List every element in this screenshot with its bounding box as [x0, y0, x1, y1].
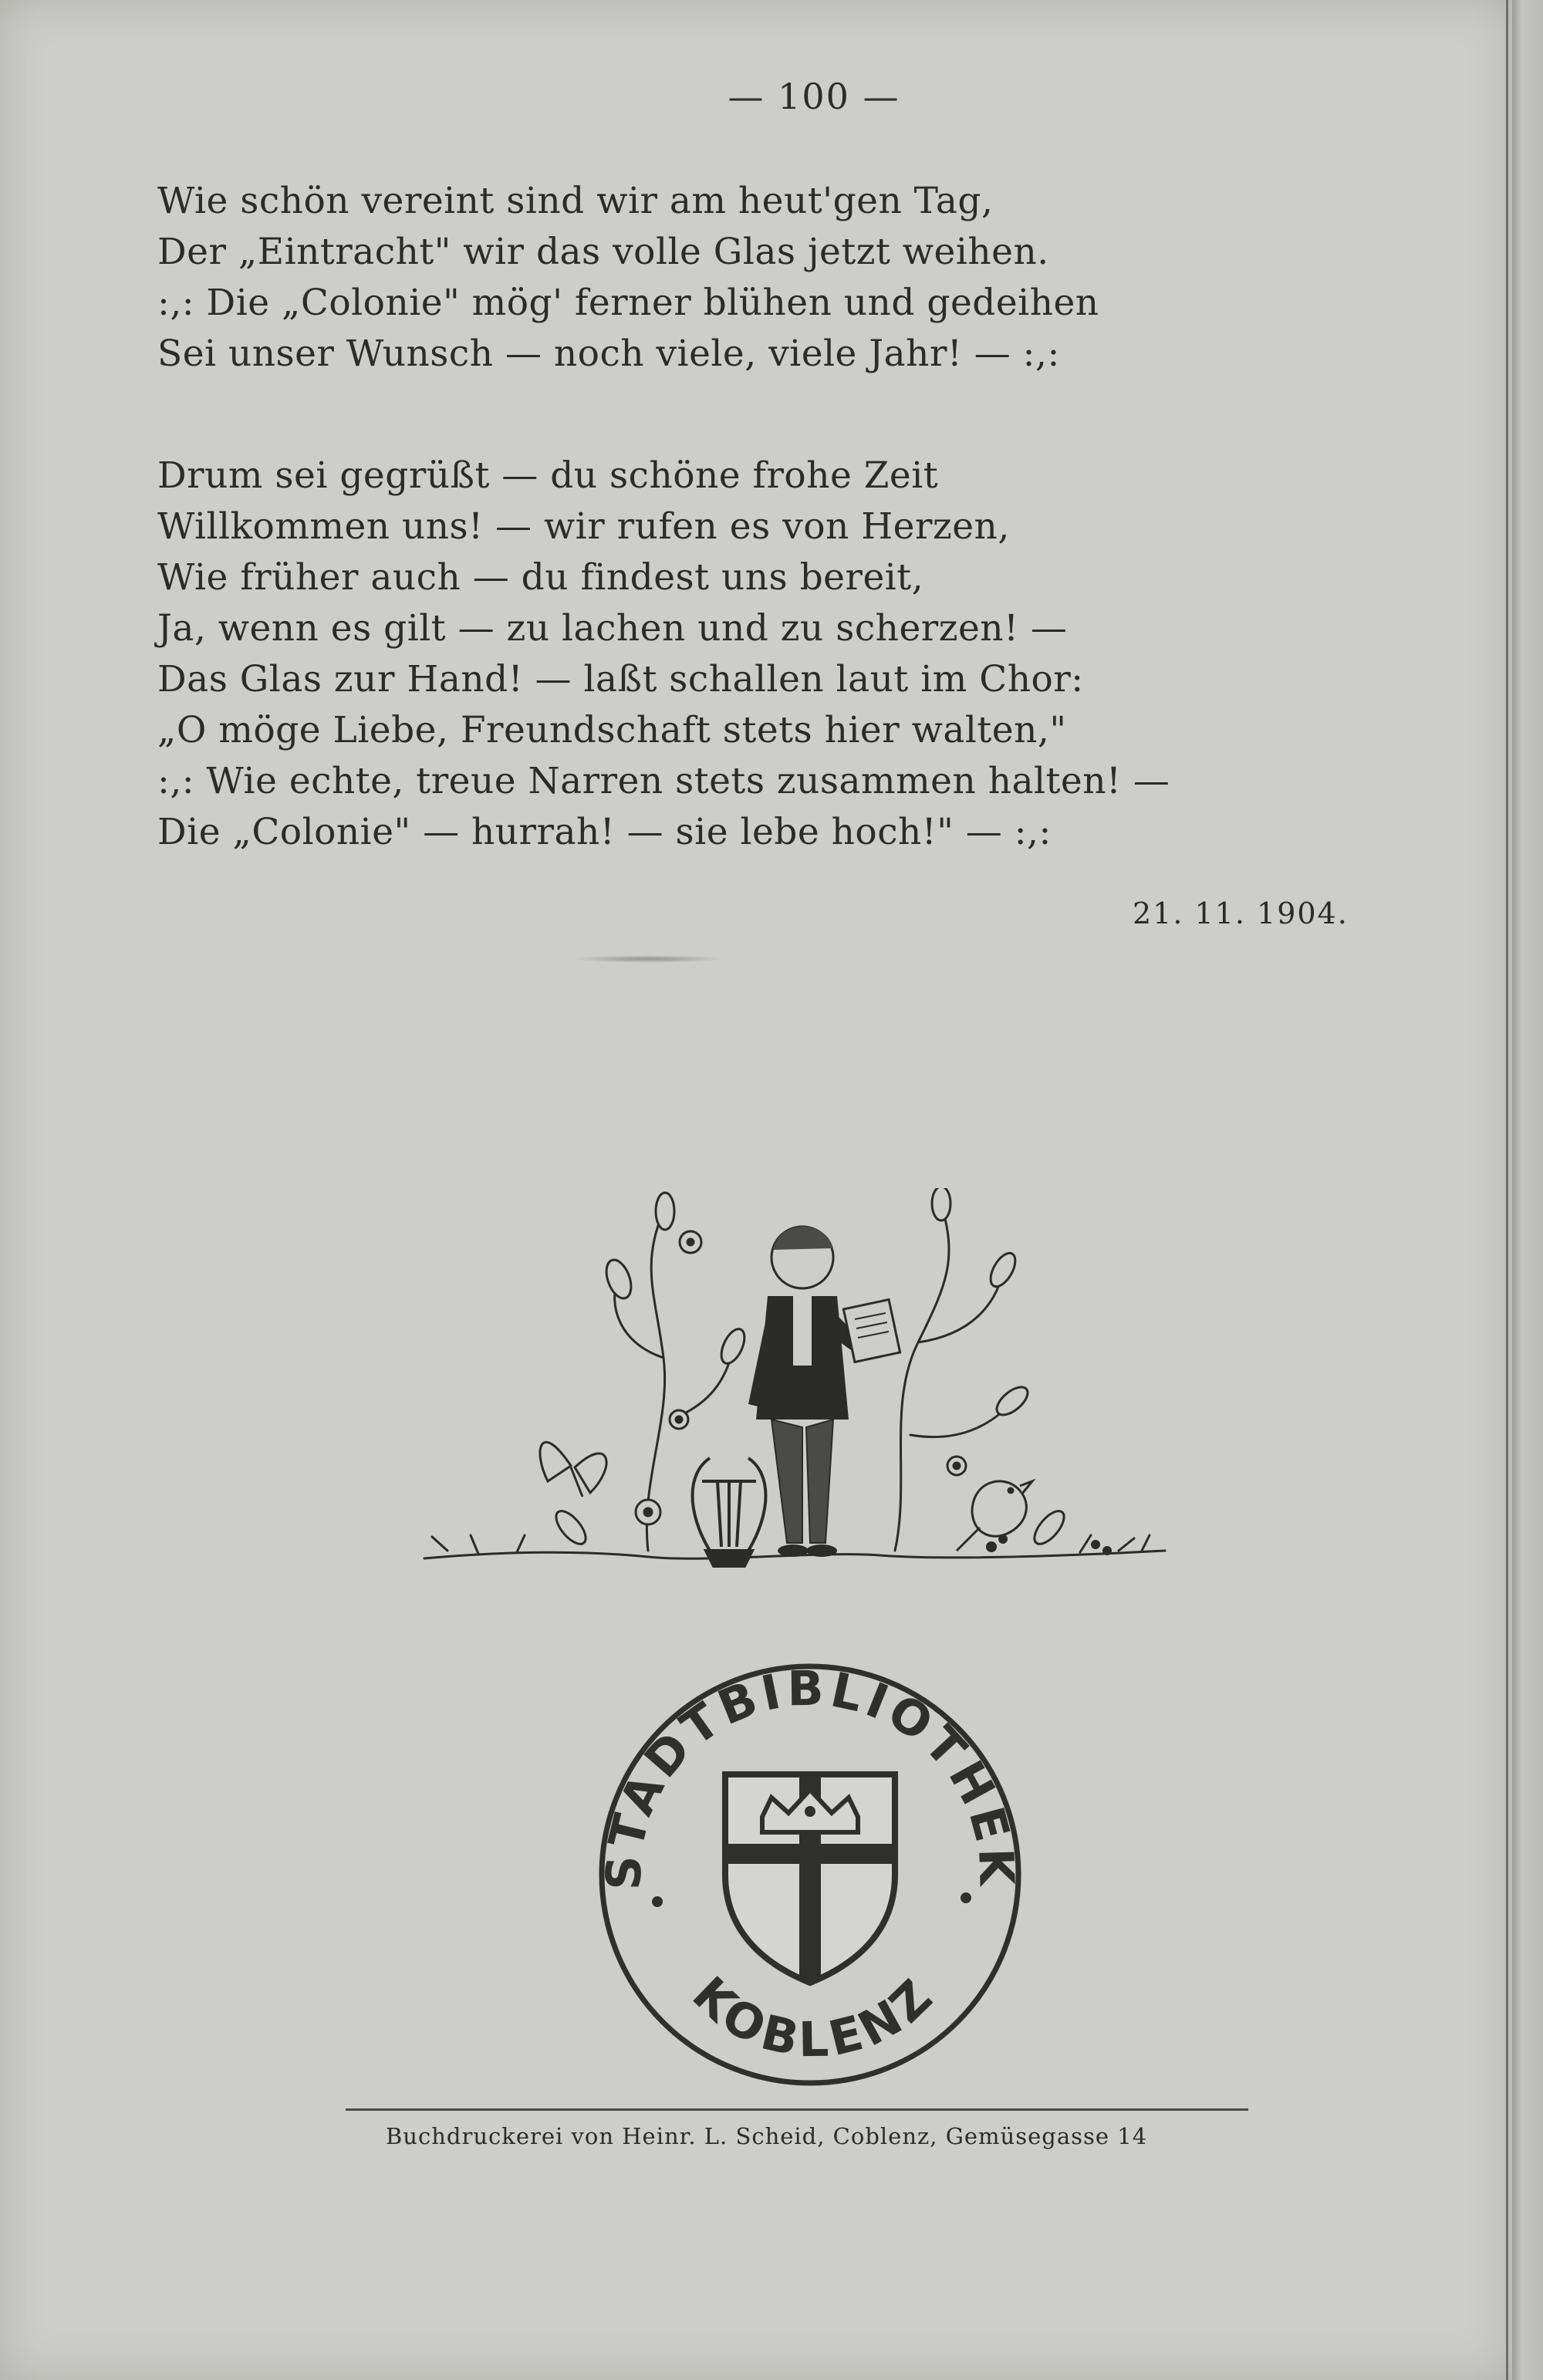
- verse-line: Ja, wenn es gilt — zu lachen und zu scherzen! —: [157, 607, 1068, 650]
- butterfly-icon: [540, 1442, 606, 1497]
- coat-of-arms-shield-icon: [725, 1774, 895, 1983]
- verse-line: Willkommen uns! — wir rufen es von Herzen,: [157, 505, 1010, 548]
- verse-line: Drum sei gegrüßt — du schöne frohe Zeit: [157, 454, 939, 497]
- stamp-top-text: STADTBIBLIOTHEK: [595, 1659, 1025, 1891]
- page-edge: [1512, 0, 1543, 2380]
- bird-icon: [957, 1481, 1032, 1551]
- verse-line: „O möge Liebe, Freundschaft stets hier walten,": [157, 709, 1067, 751]
- singing-boy-figure: [748, 1227, 900, 1557]
- decorative-vignette-illustration: [417, 1188, 1173, 1605]
- library-stamp: [586, 1643, 1034, 2091]
- page-number: — 100 —: [728, 76, 900, 117]
- verse-line: Wie früher auch — du findest uns bereit,: [157, 556, 924, 599]
- verse-line: :,: Wie echte, treue Narren stets zusammen halten! —: [157, 760, 1170, 802]
- verse-line: Der „Eintracht" wir das volle Glas jetzt weihen.: [157, 231, 1049, 273]
- printer-imprint: Buchdruckerei von Heinr. L. Scheid, Coblenz, Gemüsegasse 14: [386, 2123, 1148, 2149]
- page-spine-line: [1506, 0, 1508, 2380]
- stamp-bottom-text: KOBLENZ: [681, 1965, 947, 2068]
- date-line: 21. 11. 1904.: [1133, 896, 1349, 930]
- verse-line: Sei unser Wunsch — noch viele, viele Jahr! — :,:: [157, 333, 1060, 375]
- ink-smudge: [571, 955, 725, 963]
- verse-line: Wie schön vereint sind wir am heut'gen Tag,: [157, 180, 994, 222]
- footer-rule: [346, 2108, 1248, 2111]
- verse-line: Die „Colonie" — hurrah! — sie lebe hoch!" — :,:: [157, 811, 1052, 853]
- verse-line: Das Glas zur Hand! — laßt schallen laut im Chor:: [157, 658, 1084, 700]
- verse-line: :,: Die „Colonie" mög' ferner blühen und gedeihen: [157, 282, 1099, 324]
- lyre-icon: [693, 1458, 766, 1566]
